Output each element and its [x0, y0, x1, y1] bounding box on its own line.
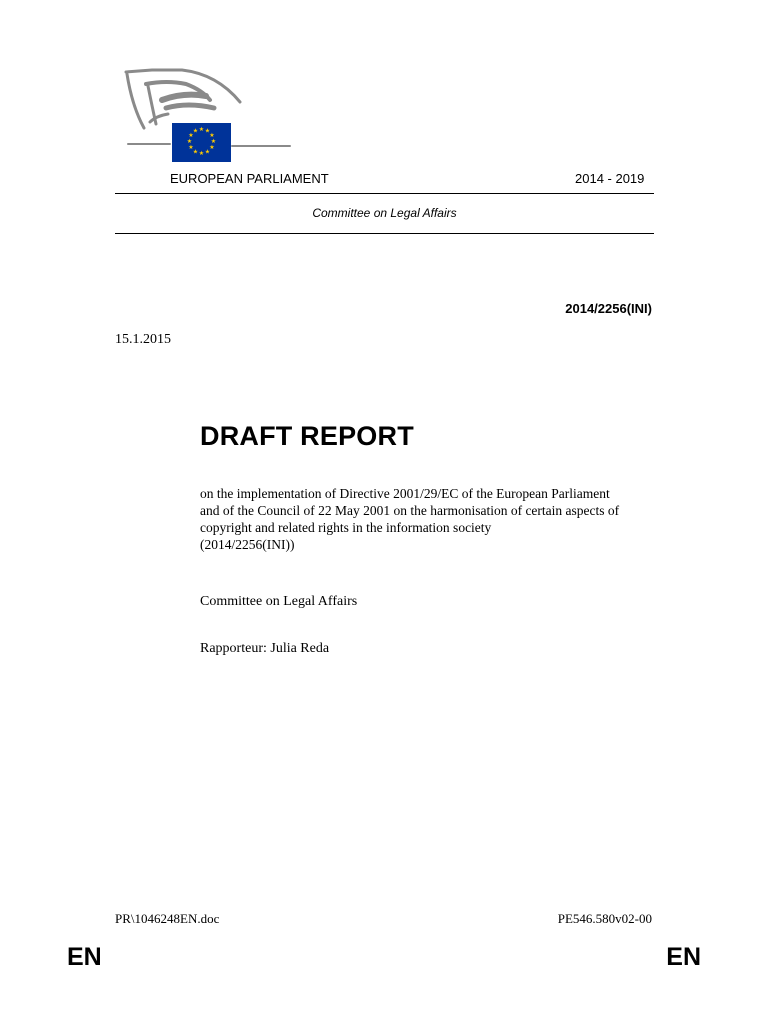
pe-reference: PE546.580v02-00 — [557, 911, 652, 926]
european-parliament-logo — [122, 66, 292, 166]
svg-text:★: ★ — [186, 138, 193, 145]
institution-name: EUROPEAN PARLIAMENT — [170, 171, 329, 186]
subject-line: copyright and related rights in the information society — [200, 520, 492, 535]
svg-text:★: ★ — [209, 144, 215, 151]
svg-text:★: ★ — [188, 132, 194, 139]
subject-line: (2014/2256(INI)) — [200, 537, 295, 552]
svg-text:★: ★ — [192, 127, 199, 135]
svg-text:★: ★ — [210, 138, 217, 145]
report-subject — [200, 485, 650, 553]
file-reference: PR\1046248EN.doc — [115, 911, 220, 926]
procedure-reference: 2014/2256(INI) — [565, 301, 652, 316]
committee-header: Committee on Legal Affairs — [312, 206, 457, 220]
language-code-right: EN — [666, 943, 701, 971]
parliamentary-term: 2014 - 2019 — [575, 171, 645, 186]
language-code-left: EN — [67, 943, 102, 971]
subject-line: and of the Council of 22 May 2001 on the harmonisation of certain aspects of — [200, 503, 620, 518]
rapporteur: Rapporteur: Julia Reda — [200, 641, 330, 656]
document-date: 15.1.2015 — [115, 332, 171, 347]
subject-line: on the implementation of Directive 2001/29/EC of the European Parliament — [200, 486, 610, 501]
svg-text:★: ★ — [204, 148, 211, 156]
svg-text:★: ★ — [209, 132, 215, 139]
svg-text:★: ★ — [204, 127, 211, 135]
svg-text:★: ★ — [188, 144, 194, 151]
document-title: DRAFT REPORT — [200, 421, 414, 451]
header-divider-bottom — [115, 233, 654, 234]
svg-text:★: ★ — [198, 150, 205, 157]
header-divider-top — [115, 193, 654, 194]
svg-text:★: ★ — [192, 148, 199, 156]
committee-name: Committee on Legal Affairs — [200, 594, 358, 609]
svg-text:★: ★ — [198, 126, 205, 133]
